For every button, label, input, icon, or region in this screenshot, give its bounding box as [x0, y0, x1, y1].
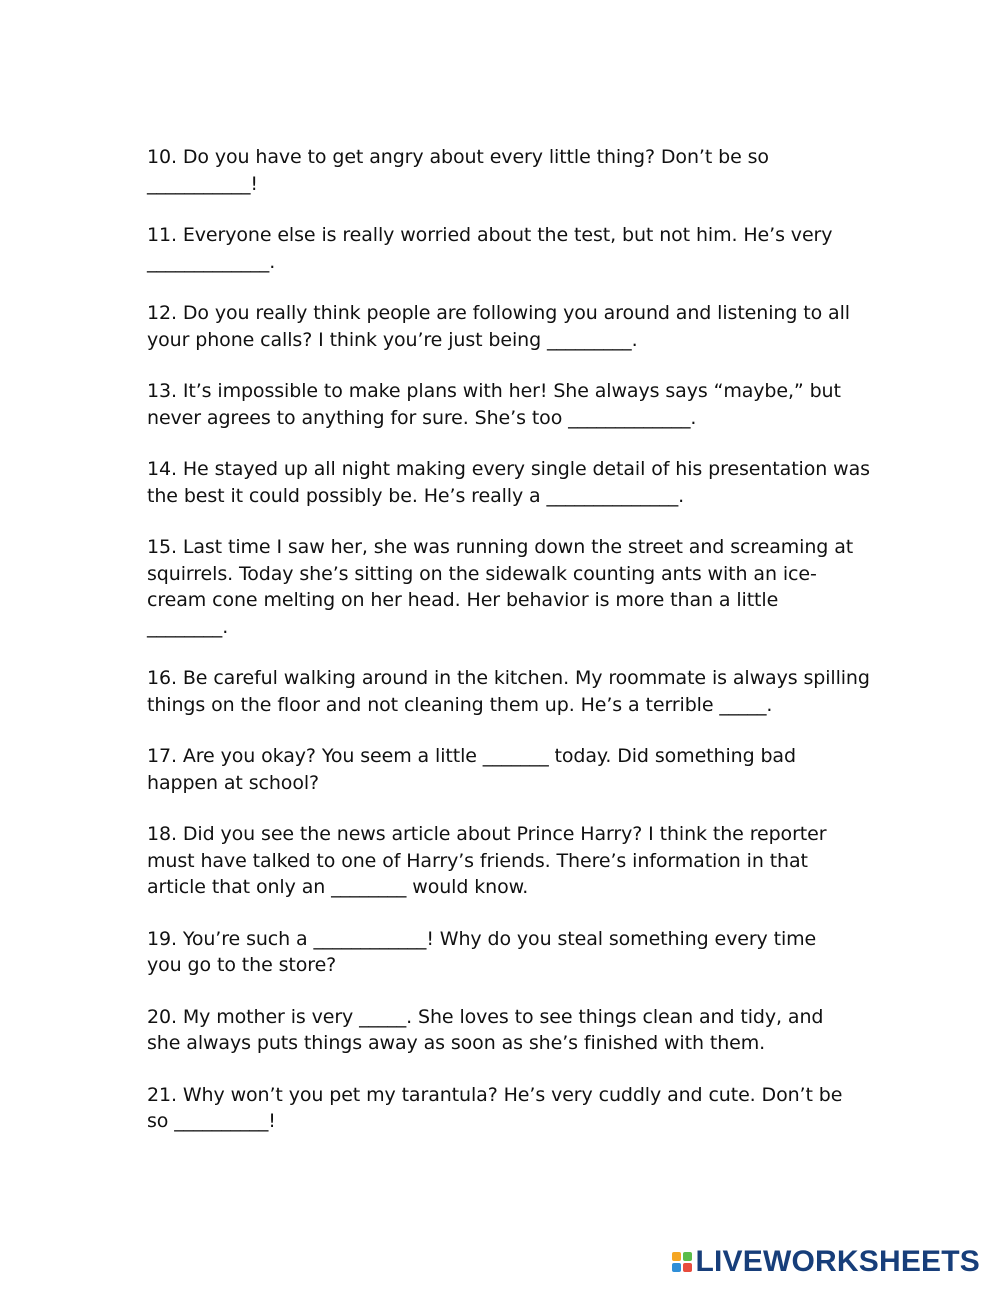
question-line: 12. Do you really think people are following you around and listening to all	[147, 302, 850, 324]
question-line: 17. Are you okay? You seem a little _______ today. Did something bad	[147, 745, 796, 767]
question-line: 20. My mother is very _____. She loves to see things clean and tidy, and	[147, 1005, 824, 1028]
question-20	[147, 1004, 867, 1057]
question-line: 15. Last time I saw her, she was running down the street and screaming at	[147, 536, 854, 558]
worksheet-questions	[147, 144, 870, 1160]
logo-square	[683, 1252, 692, 1261]
logo-square	[683, 1263, 692, 1272]
question-line: never agrees to anything for sure. She’s too _____________.	[147, 406, 697, 429]
logo-icon	[672, 1252, 692, 1272]
logo-square	[672, 1263, 681, 1272]
question-line: your phone calls? I think you’re just being _________.	[147, 328, 638, 351]
question-line: she always puts things away as soon as she’s finished with them.	[147, 1032, 766, 1054]
question-10	[147, 144, 867, 197]
question-line: so __________!	[147, 1110, 276, 1132]
question-line: 13. It’s impossible to make plans with her! She always says “maybe,” but	[147, 380, 841, 402]
question-line: ________.	[147, 615, 229, 638]
question-line: 11. Everyone else is really worried about the test, but not him. He’s very	[147, 224, 833, 246]
question-line: 19. You’re such a ____________! Why do you steal something every time	[147, 927, 817, 950]
question-21	[147, 1082, 867, 1135]
brand-name: LIVEWORKSHEETS	[695, 1245, 980, 1278]
question-15	[147, 534, 867, 640]
question-line: you go to the store?	[147, 954, 337, 976]
question-line: squirrels. Today she’s sitting on the sidewalk counting ants with an ice-	[147, 562, 817, 585]
question-13	[147, 378, 867, 431]
question-19	[147, 926, 867, 979]
question-line: cream cone melting on her head. Her behavior is more than a little	[147, 589, 779, 611]
question-line: 18. Did you see the news article about Prince Harry? I think the reporter	[147, 823, 827, 845]
question-line: 10. Do you have to get angry about every little thing? Don’t be so	[147, 146, 769, 168]
question-line: things on the floor and not cleaning them up. He’s a terrible _____.	[147, 693, 773, 716]
question-line: ___________!	[147, 172, 258, 195]
question-line: must have talked to one of Harry’s friends. There’s information in that	[147, 849, 808, 872]
question-line: _____________.	[147, 250, 276, 273]
logo-square	[672, 1252, 681, 1261]
question-line: article that only an ________ would know.	[147, 876, 529, 898]
question-line: 14. He stayed up all night making every single detail of his presentation was	[147, 458, 870, 480]
question-line: happen at school?	[147, 771, 320, 794]
question-17	[147, 743, 867, 796]
question-line: 16. Be careful walking around in the kitchen. My roommate is always spilling	[147, 667, 870, 689]
question-line: 21. Why won’t you pet my tarantula? He’s very cuddly and cute. Don’t be	[147, 1083, 843, 1106]
question-12	[147, 300, 867, 353]
question-11	[147, 222, 867, 275]
question-18	[147, 821, 867, 901]
question-line: the best it could possibly be. He’s really a ______________.	[147, 484, 685, 507]
question-16	[147, 665, 870, 718]
liveworksheets-logo	[672, 1242, 981, 1282]
question-14	[147, 456, 870, 509]
